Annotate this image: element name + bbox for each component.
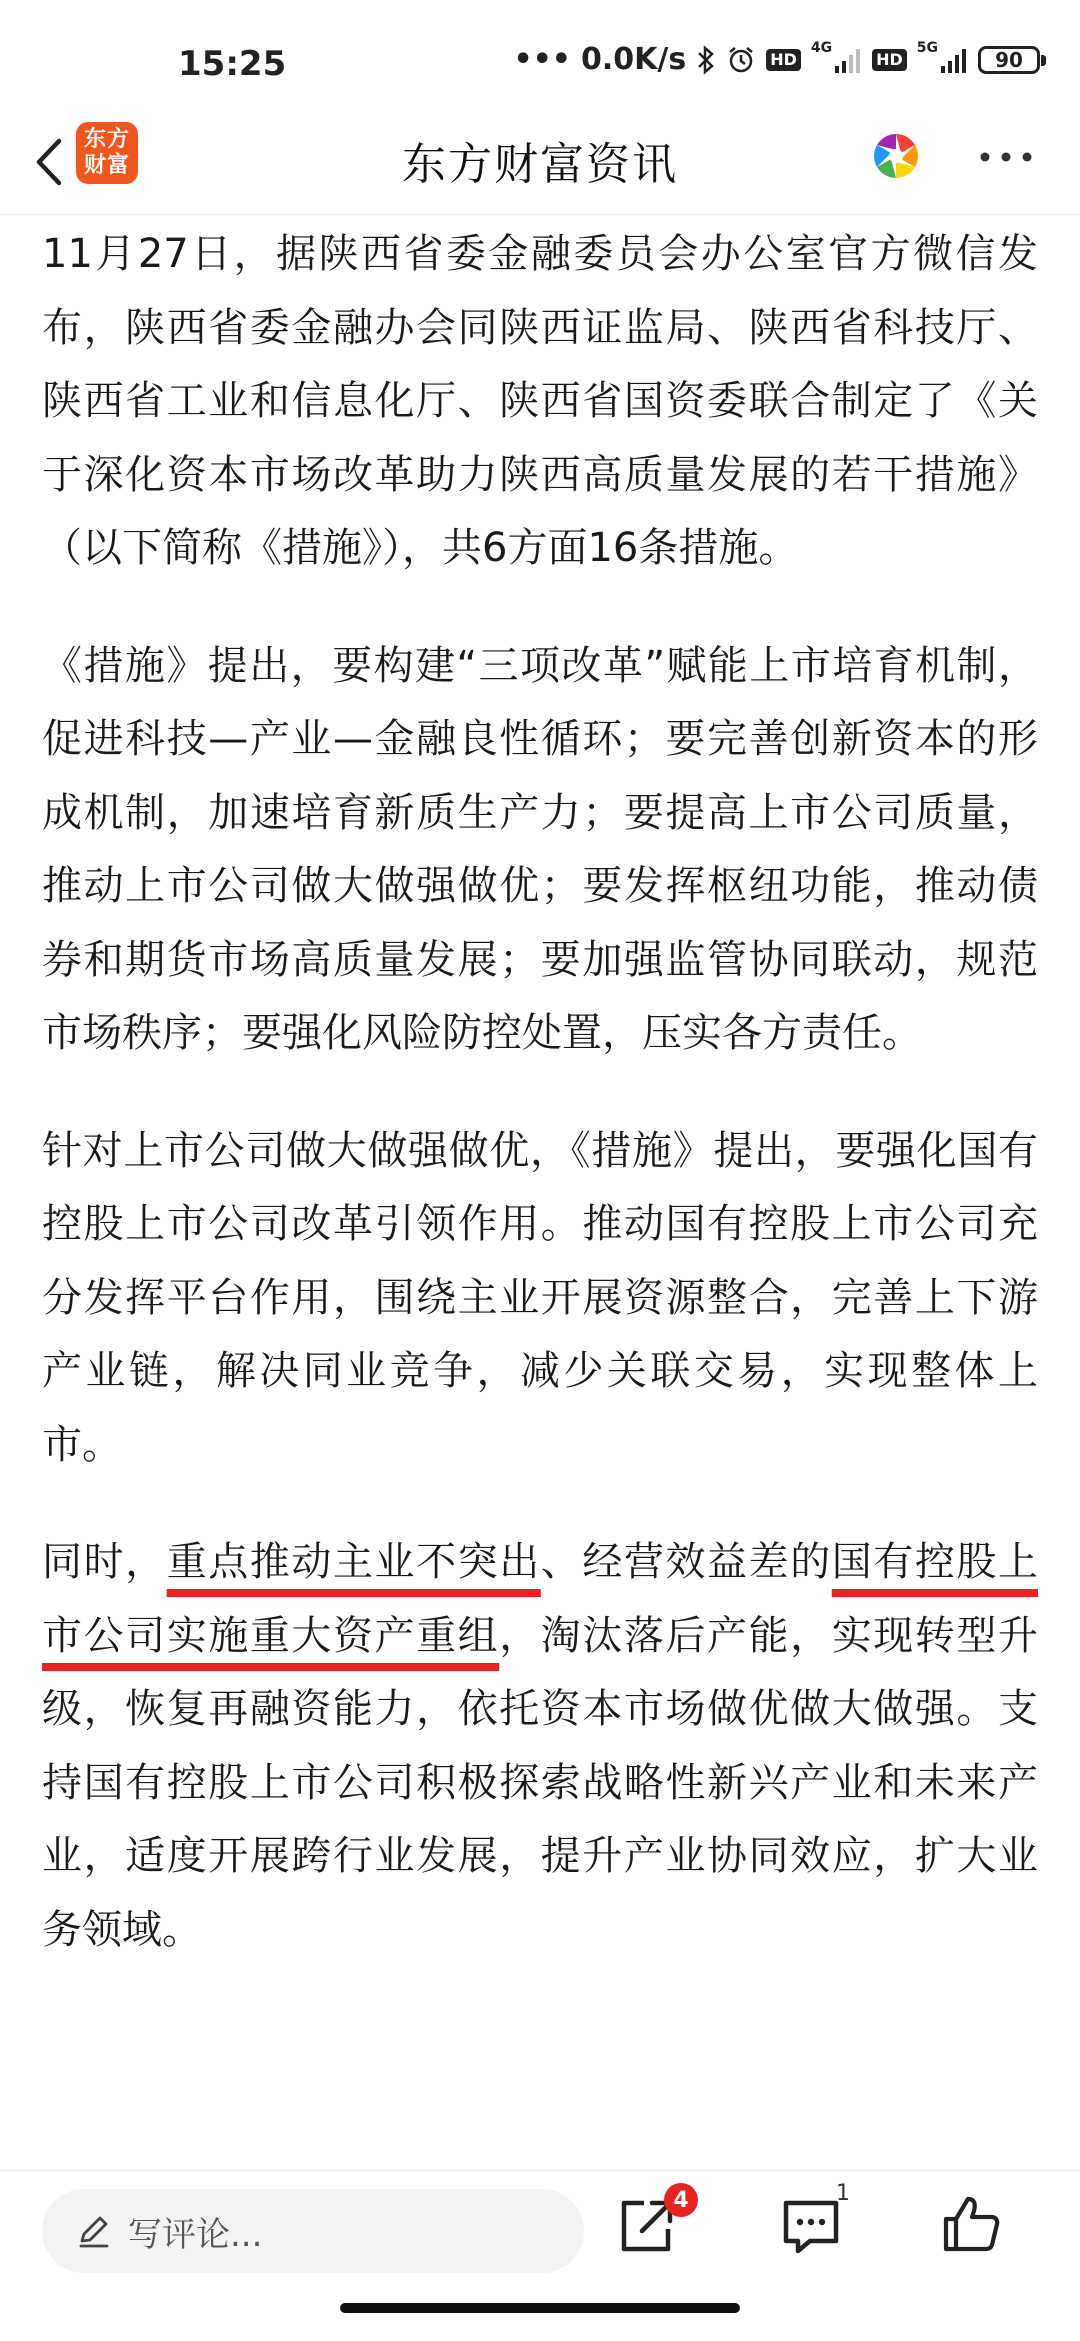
battery-icon <box>978 46 1040 74</box>
more-button[interactable] <box>976 132 1036 182</box>
alarm-icon <box>726 45 756 75</box>
logo-line-1: 东方 <box>83 127 130 152</box>
battery-level: 90 <box>995 47 1023 72</box>
like-button[interactable] <box>942 2193 1000 2255</box>
network-tag-4g: 4G <box>810 39 833 56</box>
nav-bar <box>0 110 1080 215</box>
comments-button[interactable] <box>780 2197 842 2257</box>
status-icons <box>513 39 1040 77</box>
comment-count: 1 <box>836 2181 850 2206</box>
network-tag-5g: 5G <box>916 39 938 56</box>
article-paragraph: 《措施》提出，要构建“三项改革”赋能上市培育机制，促进科技—产业—金融良性循环；要完善创新资本的形成机制，加速培育新质生产力；要提高上市公司质量，推动上市公司做大做强做优；要发挥枢纽功能，推动债券和期货市场高质量发展；要加强监管协同联动，规范市场秩序；要强化风险防控处置，压实各方责任。 <box>42 642 1038 1056</box>
aperture-icon <box>868 128 924 184</box>
text-segment: 、经营效益差的 <box>540 1539 832 1585</box>
comment-bubble-icon <box>780 2197 842 2257</box>
article-paragraph-highlighted <box>42 1526 1038 1967</box>
highlighted-text: 国有控股上市公司实施重大资产重组 <box>42 1539 1038 1659</box>
aperture-button[interactable] <box>868 128 924 184</box>
page-title: 东方财富资讯 <box>402 139 678 190</box>
comment-placeholder: 写评论... <box>128 2214 263 2255</box>
hd-badge: HD <box>766 49 801 71</box>
dots-indicator: ••• <box>513 42 571 77</box>
hd-badge-2: HD <box>872 49 907 71</box>
signal-icon-2 <box>940 46 968 74</box>
article-paragraph: 针对上市公司做大做强做优，《措施》提出，要强化国有控股上市公司改革引领作用。推动国有控股上市公司充分发挥平台作用，围绕主业开展资源整合，完善上下游产业链，解决同业竞争，减少关联交易，实现整体上市。 <box>42 1127 1038 1468</box>
network-speed: 0.0K/s <box>580 42 687 77</box>
status-time: 15:25 <box>178 44 287 84</box>
text-segment: ，淘汰落后产能，实现转型升级，恢复再融资能力，依托资本市场做优做大做强。支持国有控股上市公司积极探索战略性新兴产业和未来产业，适度开展跨行业发展，提升产业协同效应，扩大业务领域。 <box>42 1612 1038 1953</box>
pen-icon <box>76 2213 112 2249</box>
text-segment: 同时， <box>42 1539 167 1585</box>
comment-input[interactable] <box>42 2189 584 2273</box>
article-body <box>42 218 1038 2163</box>
article-paragraph: 11月27日，据陕西省委金融委员会办公室官方微信发布，陕西省委金融办会同陕西证监局、陕西省科技厅、陕西省工业和信息化厅、陕西省国资委联合制定了《关于深化资本市场改革助力陕西高质量发展的若干措施》（以下简称《措施》），共6方面16条措施。 <box>42 231 1038 571</box>
more-dots-icon <box>978 150 1034 164</box>
bottom-action-bar <box>0 2170 1080 2341</box>
thumbs-up-icon <box>942 2193 1000 2255</box>
bluetooth-icon <box>696 45 716 75</box>
highlighted-text: 重点推动主业不突出 <box>166 1539 541 1585</box>
home-indicator[interactable] <box>340 2303 740 2313</box>
logo-line-2: 财富 <box>83 153 130 178</box>
signal-icon <box>834 46 862 74</box>
share-badge: 4 <box>664 2183 698 2217</box>
